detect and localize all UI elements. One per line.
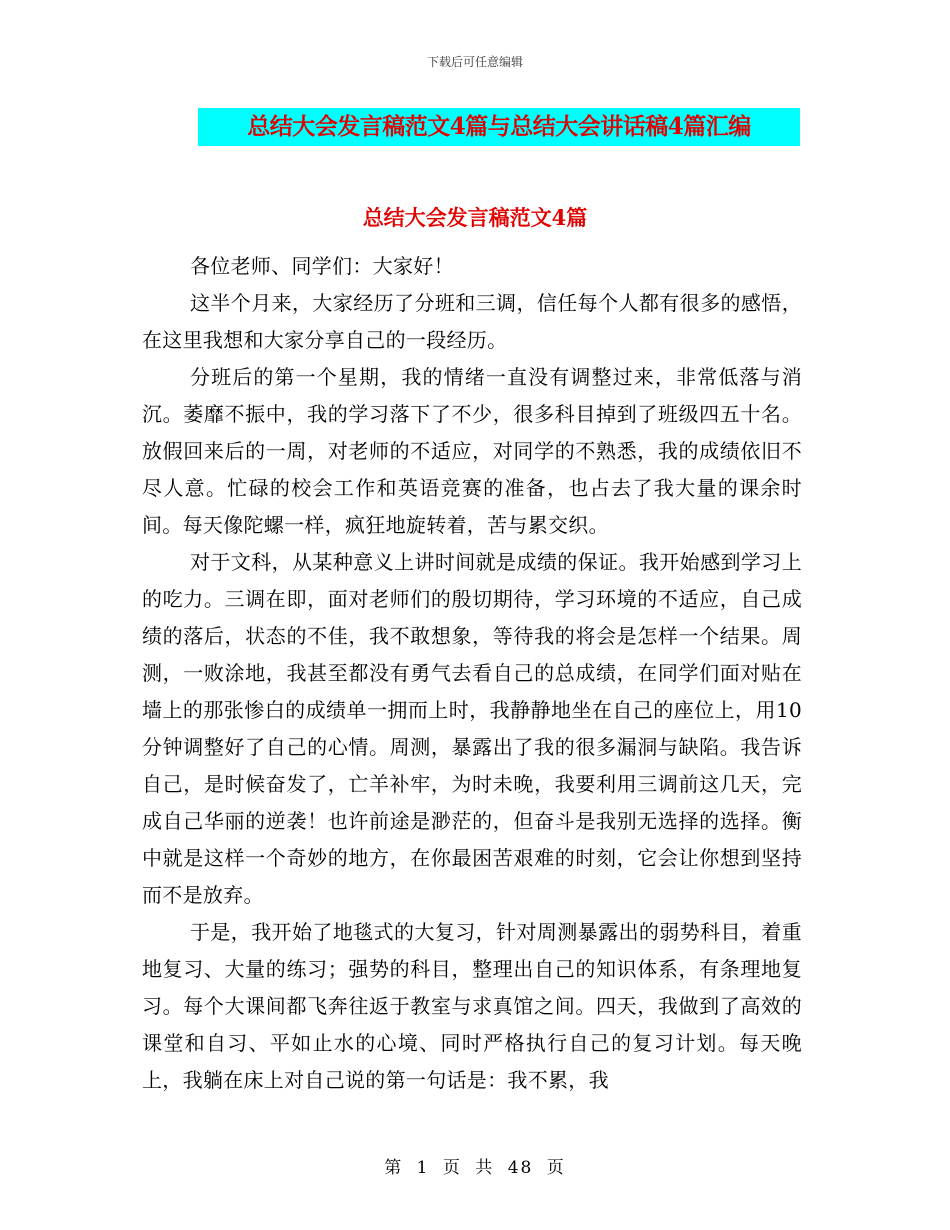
header-note: 下载后可任意编辑 — [426, 55, 523, 69]
main-title: 总结大会发言稿范文4篇与总结大会讲话稿4篇汇编 — [247, 113, 751, 140]
paragraph: 这半个月来，大家经历了分班和三调，信任每个人都有很多的感悟，在这里我想和大家分享自己的一段经历。 — [142, 291, 802, 352]
main-title-highlight — [198, 108, 800, 146]
paragraph: 于是，我开始了地毯式的大复习，针对周测暴露出的弱势科目，着重地复习、大量的练习；强势的科目，整理出自己的知识体系，有条理地复习。每个大课间都飞奔往返于教室与求真馆之间。四天，我做到了高效的课堂和自习、平如止水的心境、同时严格执行自己的复习计划。每天晚上，我躺在床上对自己说的第一句话是：我不累，我 — [142, 920, 802, 1092]
section-title: 总结大会发言稿范文4篇 — [362, 205, 588, 230]
document-body — [142, 248, 802, 1099]
paragraph: 分班后的第一个星期，我的情绪一直没有调整过来，非常低落与消沉。萎靡不振中，我的学习落下了不少，很多科目掉到了班级四五十名。放假回来后的一周，对老师的不适应，对同学的不熟悉，我的成绩依旧不尽人意。忙碌的校会工作和英语竞赛的准备，也占去了我大量的课余时间。每天像陀螺一样，疯狂地旋转着，苦与累交织。 — [142, 365, 802, 537]
paragraph: 各位老师、同学们：大家好！ — [190, 254, 454, 278]
page-footer: 第 1 页 共 48 页 — [384, 1158, 566, 1178]
paragraph: 对于文科，从某种意义上讲时间就是成绩的保证。我开始感到学习上的吃力。三调在即，面对老师们的殷切期待，学习环境的不适应，自己成绩的落后，状态的不佳，我不敢想象，等待我的将会是怎样一个结果。周测，一败涂地，我甚至都没有勇气去看自己的总成绩，在同学们面对贴在墙上的那张惨白的成绩单一拥而上时，我静静地坐在自己的座位上，用10分钟调整好了自己的心情。周测，暴露出了我的很多漏洞与缺陷。我告诉自己，是时候奋发了，亡羊补牢，为时未晚，我要利用三调前这几天，完成自己华丽的逆袭！也许前途是渺茫的，但奋斗是我别无选择的选择。衡中就是这样一个奇妙的地方，在你最困苦艰难的时刻，它会让你想到坚持而不是放弃。 — [142, 550, 802, 907]
